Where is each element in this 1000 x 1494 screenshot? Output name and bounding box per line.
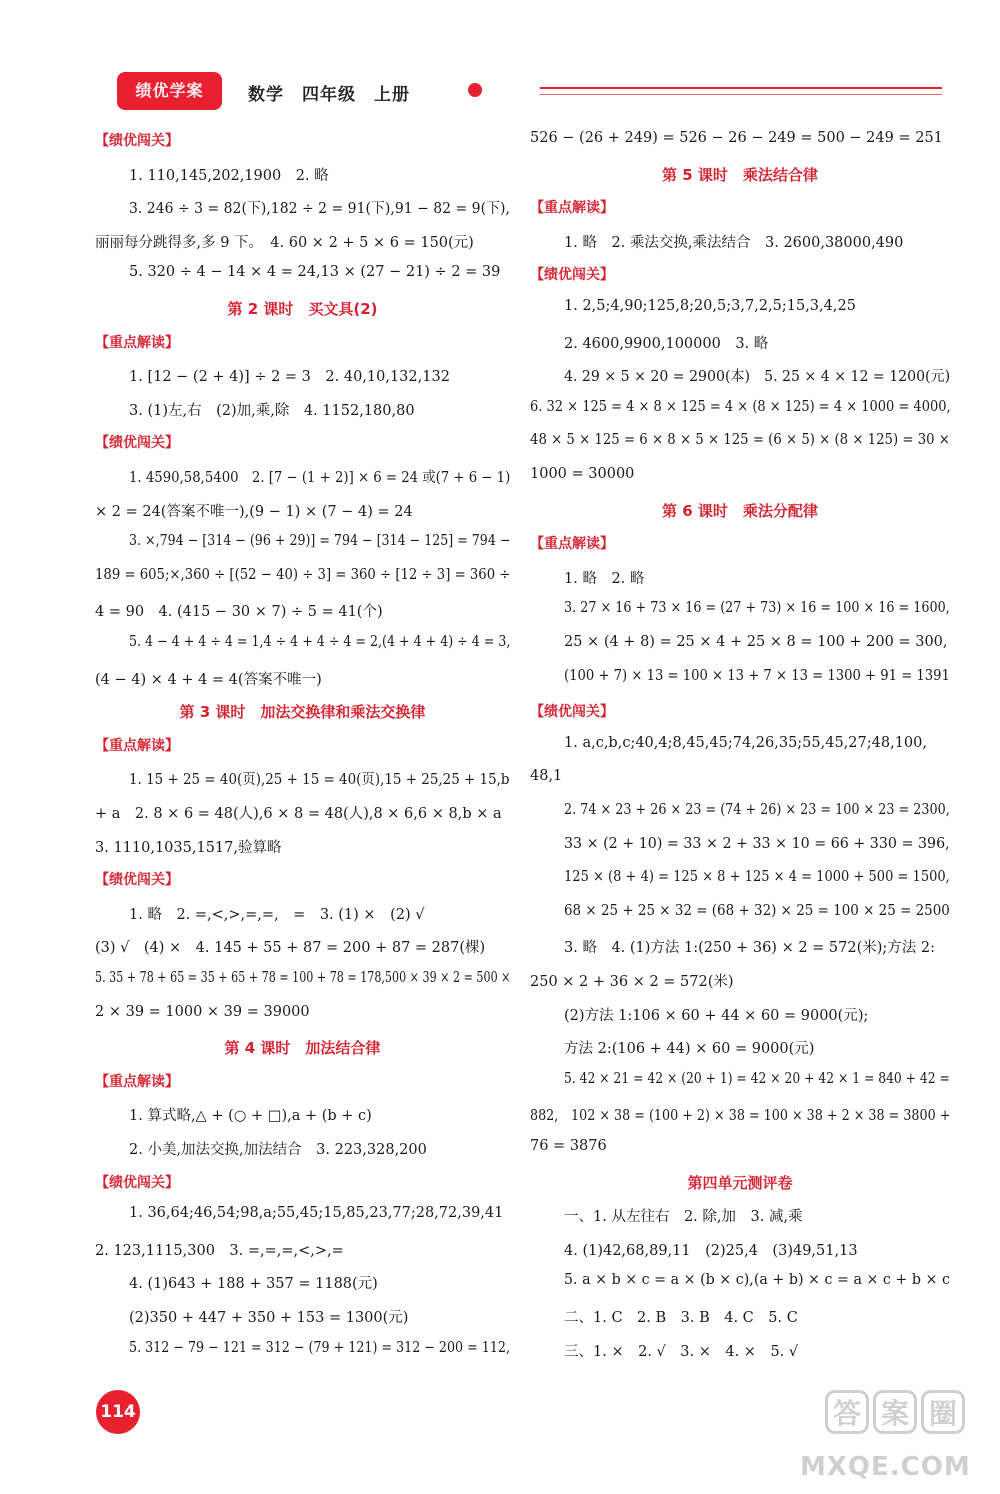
- header-rule-thin: [540, 94, 942, 95]
- answer-line: 5. 4 − 4 + 4 ÷ 4 = 1,4 ÷ 4 + 4 ÷ 4 = 2,(4 + 4 + 4) ÷ 4 = 3,: [129, 634, 511, 650]
- watermark-char: 圈: [921, 1390, 965, 1434]
- answer-line: 1. 算式略,△ + (○ + □),a + (b + c): [129, 1108, 372, 1125]
- section-tag: 【绩优闯关】: [95, 435, 179, 452]
- answer-line: 丽丽每分跳得多,多 9 下。 4. 60 × 2 + 5 × 6 = 150(元): [95, 234, 474, 251]
- answer-line: 5. 312 − 79 − 121 = 312 − (79 + 121) = 312 − 200 = 112,: [129, 1339, 511, 1356]
- lesson-heading: 第 4 课时 加法结合律: [224, 1039, 381, 1058]
- answer-line: 3. ×,794 − [314 − (96 + 29)] = 794 − [314 − 125] = 794 −: [129, 533, 511, 550]
- answer-line: (100 + 7) × 13 = 100 × 13 + 7 × 13 = 1300 + 91 = 1391: [564, 667, 950, 684]
- book-logo: 绩优学案: [117, 72, 222, 110]
- answer-line: 4 = 90 4. (415 − 30 × 7) ÷ 5 = 41(个): [95, 604, 383, 621]
- answer-line: 125 × (8 + 4) = 125 × 8 + 125 × 4 = 1000 + 500 = 1500,: [564, 869, 950, 886]
- answer-line: 2. 74 × 23 + 26 × 23 = (74 + 26) × 23 = 100 × 23 = 2300,: [564, 802, 950, 818]
- answer-line: 1000 = 30000: [530, 466, 635, 482]
- section-tag: 【重点解读】: [95, 737, 179, 754]
- answer-line: 48,1: [530, 768, 563, 785]
- section-tag: 【绩优闯关】: [530, 267, 614, 284]
- answer-line: 4. 29 × 5 × 20 = 2900(本) 5. 25 × 4 × 12 = 1200(元): [564, 369, 951, 386]
- answer-line: 48 × 5 × 125 = 6 × 8 × 5 × 125 = (6 × 5) × (8 × 125) = 30 ×: [530, 432, 950, 449]
- answer-line: 25 × (4 + 8) = 25 × 4 + 25 × 8 = 100 + 200 = 300,: [564, 634, 948, 650]
- lesson-heading: 第 3 课时 加法交换律和乘法交换律: [179, 703, 426, 722]
- answer-line: 1. 略 2. 乘法交换,乘法结合 3. 2600,38000,490: [564, 234, 904, 251]
- header-rule: [540, 87, 942, 89]
- answer-line: 2 × 39 = 1000 × 39 = 39000: [95, 1003, 310, 1020]
- answer-line: (2)350 + 447 + 350 + 153 = 1300(元): [129, 1310, 409, 1326]
- answer-line: 1. a,c,b,c;40,4;8,45,45;74,26,35;55,45,27;48,100,: [564, 734, 927, 751]
- section-tag: 【绩优闯关】: [95, 872, 179, 889]
- answer-line: 一、1. 从左往右 2. 除,加 3. 减,乘: [564, 1209, 803, 1226]
- answer-line: (3) √ (4) × 4. 145 + 55 + 87 = 200 + 87 = 287(棵): [95, 940, 486, 957]
- watermark-logo: [825, 1390, 975, 1448]
- section-tag: 【绩优闯关】: [95, 1174, 179, 1191]
- section-tag: 【重点解读】: [530, 536, 614, 553]
- answer-line: 3. (1)左,右 (2)加,乘,除 4. 1152,180,80: [129, 402, 415, 419]
- section-tag: 【重点解读】: [95, 1073, 179, 1090]
- answer-line: 1. 36,64;46,54;98,a;55,45;15,85,23,77;28,72,39,41: [129, 1205, 504, 1222]
- answer-line: 1. 略 2. 略: [564, 570, 645, 587]
- lesson-heading: 第 2 课时 买文具(2): [227, 300, 378, 318]
- lesson-heading: 第四单元测评卷: [687, 1173, 793, 1192]
- answer-line: 3. 1110,1035,1517,验算略: [95, 839, 282, 856]
- answer-line: 33 × (2 + 10) = 33 × 2 + 33 × 10 = 66 + 330 = 396,: [564, 835, 950, 852]
- answer-line: 189 = 605;×,360 ÷ [(52 − 40) ÷ 3] = 360 ÷ [12 ÷ 3] = 360 ÷: [95, 566, 511, 583]
- answer-line: 76 = 3876: [530, 1138, 607, 1154]
- answer-line: 68 × 25 + 25 × 32 = (68 + 32) × 25 = 100 × 25 = 2500: [564, 902, 950, 919]
- lesson-heading: 第 5 课时 乘法结合律: [662, 165, 818, 184]
- answer-line: 4. (1)42,68,89,11 (2)25,4 (3)49,51,13: [564, 1242, 858, 1259]
- answer-line: (4 − 4) × 4 + 4 = 4(答案不唯一): [95, 671, 322, 688]
- answer-line: + a 2. 8 × 6 = 48(人),6 × 8 = 48(人),8 × 6,6 × 8,b × a: [95, 806, 502, 822]
- answer-line: 1. 2,5;4,90;125,8;20,5;3,7,2,5;15,3,4,25: [564, 298, 856, 314]
- answer-line: 3. 略 4. (1)方法 1:(250 + 36) × 2 = 572(米);方法 2:: [564, 940, 936, 957]
- lesson-heading: 第 6 课时 乘法分配律: [662, 501, 818, 520]
- answer-line: 1. 15 + 25 = 40(页),25 + 15 = 40(页),15 + 25,25 + 15,b: [129, 772, 510, 789]
- watermark-char: 答: [825, 1390, 869, 1434]
- section-tag: 【绩优闯关】: [530, 704, 614, 721]
- answer-line: 2. 123,1115,300 3. =,=,=,<,>,=: [95, 1242, 344, 1259]
- answer-line: 1. 110,145,202,1900 2. 略: [129, 167, 329, 184]
- book-title: 数学 四年级 上册: [248, 85, 410, 105]
- watermark-text: MXQE.COM: [800, 1452, 971, 1482]
- answer-line: 526 − (26 + 249) = 526 − 26 − 249 = 500 − 249 = 251: [530, 130, 943, 146]
- section-tag: 【绩优闯关】: [95, 133, 179, 149]
- page-header: [0, 0, 1000, 130]
- answer-line: × 2 = 24(答案不唯一),(9 − 1) × (7 − 4) = 24: [95, 503, 413, 520]
- answer-line: 3. 246 ÷ 3 = 82(下),182 ÷ 2 = 91(下),91 − 82 = 9(下),: [129, 201, 510, 218]
- answer-line: 3. 27 × 16 + 73 × 16 = (27 + 73) × 16 = 100 × 16 = 1600,: [564, 600, 950, 617]
- answer-line: 三、1. × 2. √ 3. × 4. × 5. √: [564, 1343, 799, 1360]
- answer-line: 250 × 2 + 36 × 2 = 572(米): [530, 974, 734, 990]
- answer-line: 2. 4600,9900,100000 3. 略: [564, 335, 769, 352]
- answer-line: 5. a × b × c = a × (b × c),(a + b) × c = a × c + b × c: [564, 1272, 950, 1289]
- answer-line: 2. 小美,加法交换,加法结合 3. 223,328,200: [129, 1142, 427, 1158]
- header-dot: [468, 83, 482, 97]
- answer-line: 二、1. C 2. B 3. B 4. C 5. C: [564, 1310, 798, 1326]
- answer-line: 5. 42 × 21 = 42 × (20 + 1) = 42 × 20 + 42 × 1 = 840 + 42 =: [564, 1070, 950, 1087]
- page-number: 114: [96, 1390, 140, 1434]
- answer-line: 1. 略 2. =,<,>,=,=, = 3. (1) × (2) √: [129, 906, 425, 923]
- section-tag: 【重点解读】: [95, 334, 179, 351]
- answer-line: (2)方法 1:106 × 60 + 44 × 60 = 9000(元);: [564, 1007, 869, 1024]
- answer-line: 方法 2:(106 + 44) × 60 = 9000(元): [564, 1041, 815, 1058]
- answer-line: 5. 35 + 78 + 65 = 35 + 65 + 78 = 100 + 78 = 178,500 × 39 × 2 = 500 ×: [95, 970, 511, 986]
- answer-line: 5. 320 ÷ 4 − 14 × 4 = 24,13 × (27 − 21) ÷ 2 = 39: [129, 264, 501, 281]
- answer-line: 1. 4590,58,5400 2. [7 − (1 + 2)] × 6 = 24 或(7 + 6 − 1): [129, 470, 511, 486]
- answer-line: 1. [12 − (2 + 4)] ÷ 2 = 3 2. 40,10,132,132: [129, 369, 450, 386]
- watermark-char: 案: [873, 1390, 917, 1434]
- answer-line: 882, 102 × 38 = (100 + 2) × 38 = 100 × 38 + 2 × 38 = 3800 +: [530, 1108, 951, 1125]
- answer-line: 6. 32 × 125 = 4 × 8 × 125 = 4 × (8 × 125) = 4 × 1000 = 4000,: [530, 398, 951, 415]
- answer-line: 4. (1)643 + 188 + 357 = 1188(元): [129, 1276, 378, 1293]
- section-tag: 【重点解读】: [530, 200, 614, 217]
